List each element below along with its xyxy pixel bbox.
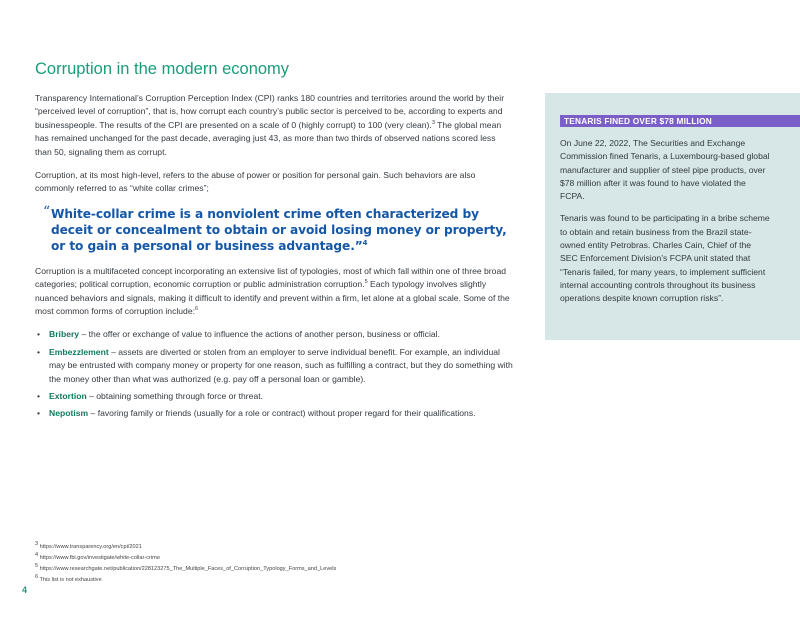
sidebar-body [560, 137, 770, 315]
main-column [35, 60, 513, 425]
page-number: 4 [22, 585, 28, 595]
list-item-term: Extortion [49, 390, 87, 401]
footnote-ref-3[interactable]: 3 [431, 119, 435, 126]
footnote [35, 575, 535, 586]
footnote [35, 564, 535, 575]
bullet-icon: • [37, 390, 41, 401]
typology-paragraph [35, 265, 513, 319]
footnote-text: This list is not exhaustive [38, 577, 102, 583]
pull-quote [43, 203, 513, 255]
cpi-text: Transparency International’s Corruption Perception Index (CPI) ranks 180 countries and territories around the world by their “perceived level of corruption”, that is, how corrupt each country’s public sector is perceived to be, according to experts and businesspeople. The results of the CPI are presented on a scale of 0 (highly corrupt) to 100 (very clean). [35, 93, 505, 130]
list-item [35, 346, 513, 386]
footnotes [35, 542, 535, 586]
corruption-forms-list [35, 328, 513, 420]
quote-text: White-collar crime is a nonviolent crime often characterized by deceit or concealment to obtain or avoid losing money or property, or to gain a personal or business advantage.” [51, 206, 507, 254]
footnote-link[interactable]: https://www.transparency.org/en/cpi/2021 [38, 544, 142, 550]
footnote-ref-4[interactable]: 4 [362, 239, 368, 248]
quote-mark: “ [43, 203, 51, 220]
footnote-number: 4 [35, 552, 39, 559]
footnote-number: 5 [35, 563, 39, 570]
cpi-paragraph [35, 92, 513, 159]
quote-text-block [51, 206, 513, 255]
list-item-desc: – assets are diverted or stolen from an employer to serve individual benefit. For example, an individual may be entrusted with company money or property for one reason, such as fulfilling a contract, but they do something with the money other than what was authorized (e.g. pay off a personal loan or gamble). [49, 346, 513, 384]
list-item [35, 407, 513, 420]
list-item-desc: – favoring family or friends (usually for a role or contract) without proper regard for their qualifications. [88, 408, 476, 419]
list-item-term: Bribery [49, 329, 80, 340]
footnote-link[interactable]: https://www.researchgate.net/publication/228123275_The_Multiple_Faces_of_Corruption_Typology_Forms_and_Levels [38, 566, 337, 572]
footnote-number: 3 [35, 541, 39, 548]
cpi-text-end: The global mean has remained unchanged for the past decade, averaging just 43, as more than two thirds of observed nations scored less than 50, signaling them as corrupt. [35, 119, 502, 157]
list-item [35, 328, 513, 341]
typology-text-mid: Each typology involves slightly nuanced behaviors and signals, making it difficult to identify and prevent within a firm, let alone at a global scale. Some of the most common forms of corruption include: [35, 279, 510, 316]
typology-text: Corruption is a multifaceted concept incorporating an extensive list of typologies, most of which fall within one of three broad categories; political corruption, economic corruption or public administration corruption. [35, 265, 506, 290]
sidebar-paragraph-1: On June 22, 2022, The Securities and Exchange Commission fined Tenaris, a Luxembourg-based global manufacturer and supplier of steel pipe products, over $78 million after it was found to have violated the FCPA. [560, 138, 770, 202]
footnote [35, 553, 535, 564]
footnote-ref-6[interactable]: 6 [195, 306, 199, 313]
bullet-icon: • [37, 408, 41, 419]
case-study-sidebar [545, 93, 800, 340]
footnote [35, 542, 535, 553]
list-item-term: Nepotism [49, 408, 89, 419]
list-item-desc: – the offer or exchange of value to influence the actions of another person, business or official. [79, 329, 440, 340]
footnote-link[interactable]: https://www.fbi.gov/investigate/white-collar-crime [38, 555, 160, 561]
sidebar-heading: TENARIS FINED OVER $78 MILLION [560, 115, 800, 127]
page-title: Corruption in the modern economy [35, 60, 290, 78]
list-item [35, 390, 513, 403]
sidebar-paragraph-2: Tenaris was found to be participating in a bribe scheme to obtain and retain business from the Brazil state-owned entity Petrobras. Charles Cain, Chief of the SEC Enforcement Division’s FCPA unit stated that “Tenaris failed, for many years, to implement sufficient internal accounting controls throughout its business operations despite known corruption risks”. [560, 213, 770, 304]
list-item-term: Embezzlement [49, 346, 109, 357]
footnote-ref-5[interactable]: 5 [364, 279, 368, 286]
list-item-desc: – obtaining something through force or threat. [86, 390, 263, 401]
bullet-icon: • [37, 346, 41, 357]
definition-paragraph: Corruption, at its most high-level, refers to the abuse of power or position for personal gain. Such behaviors are also commonly referred to as “white collar crimes”; [35, 170, 476, 194]
footnote-number: 6 [35, 574, 39, 581]
bullet-icon: • [37, 329, 41, 340]
